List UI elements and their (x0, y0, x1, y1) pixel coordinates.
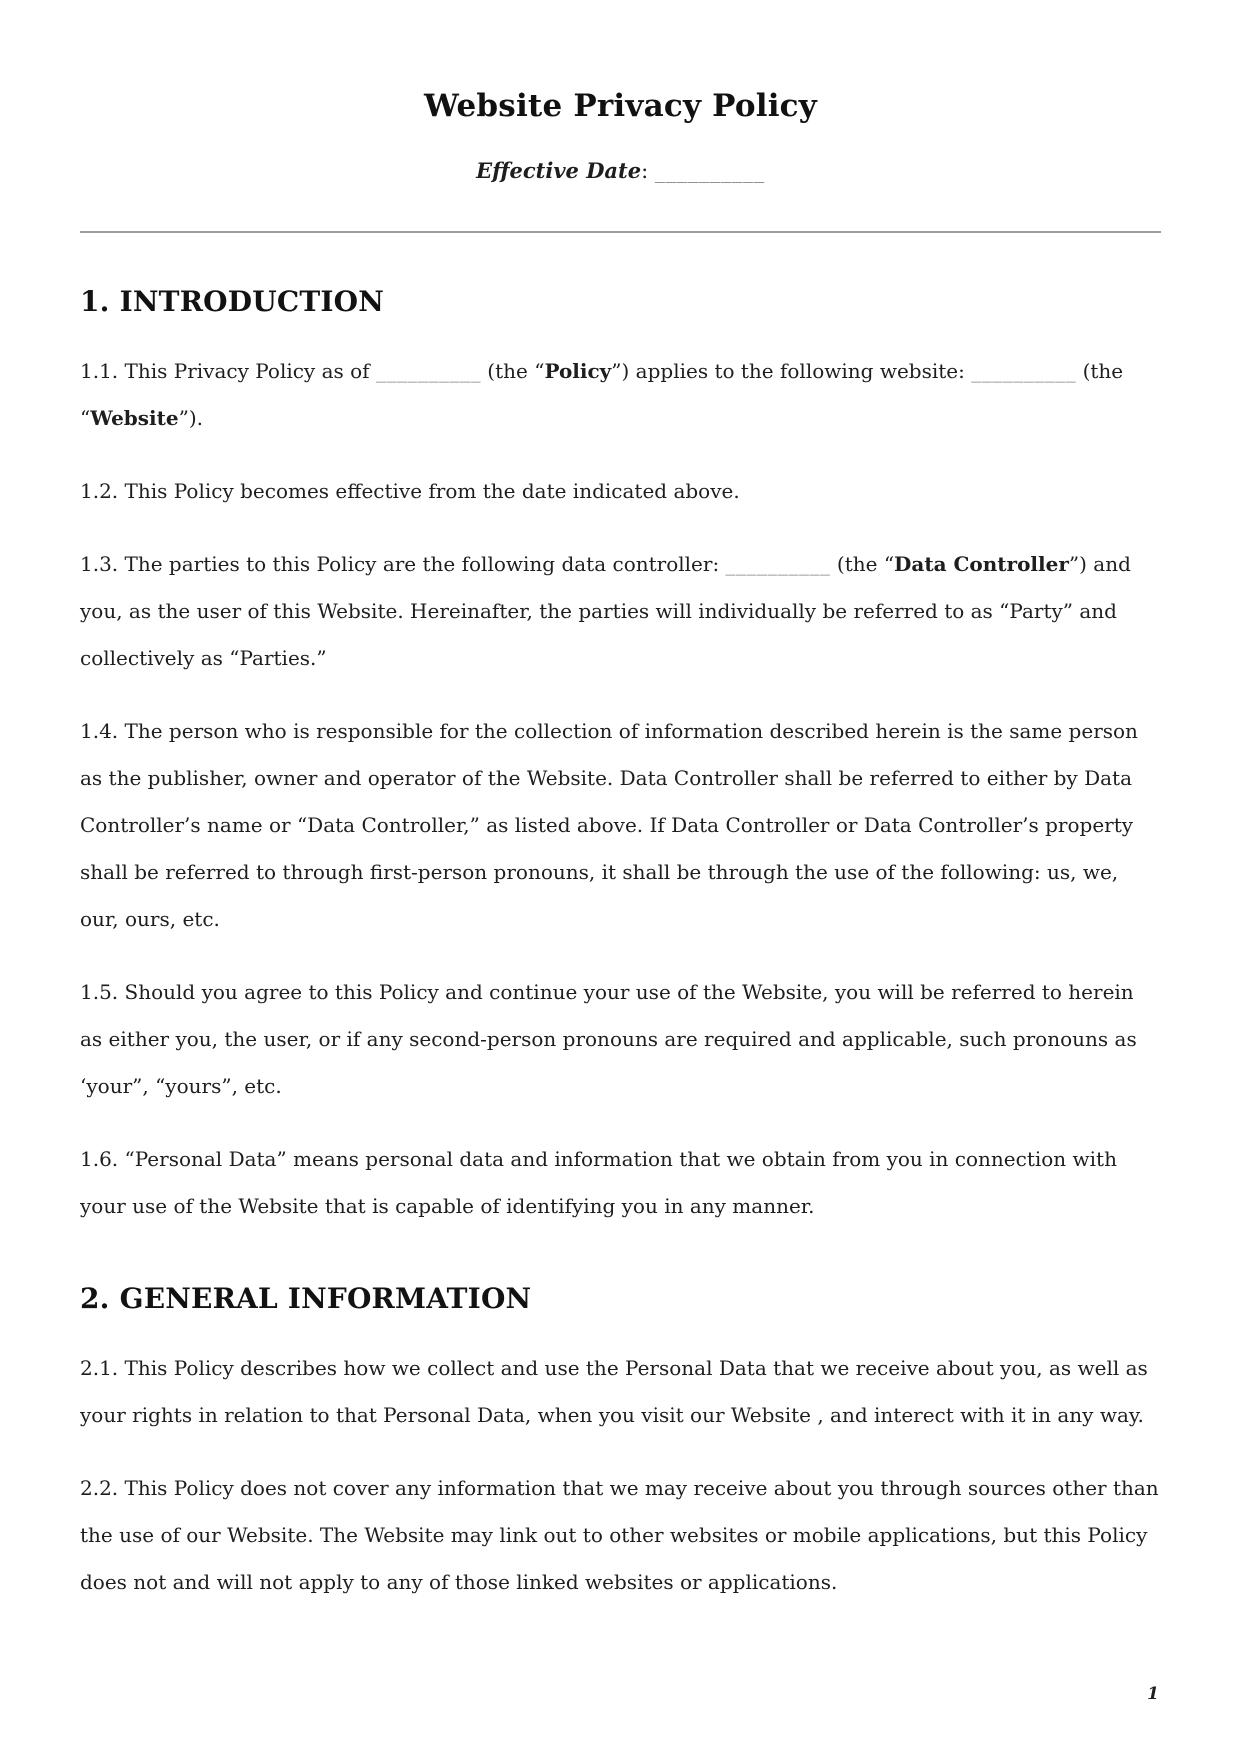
effective-date-blank: __________ (654, 159, 765, 183)
fill-in-blank: __________ (375, 359, 481, 383)
effective-date-colon: : (641, 159, 655, 183)
text-run: (the “ (480, 359, 545, 383)
page-number: 1 (1147, 1684, 1159, 1704)
paragraph-2-2 (80, 1465, 1161, 1606)
paragraph-1-3 (80, 541, 1161, 682)
text-run: 1.1. This Privacy Policy as of (80, 359, 376, 383)
text-run: Website (90, 406, 179, 430)
paragraph-2-1 (80, 1345, 1161, 1439)
text-run: ”). (178, 406, 203, 430)
fill-in-blank: __________ (725, 552, 831, 576)
effective-date-label: Effective Date (476, 158, 642, 183)
text-run: 2.2. This Policy does not cover any information that we may receive about you through sources other than the use of our Website. The Website may link out to other websites or mobile applications, but this Policy does not and will not apply to any of those linked websites or applications. (80, 1476, 1159, 1594)
divider-rule (80, 231, 1161, 233)
text-run: (the “ (830, 552, 895, 576)
text-run: ”) and you, as the user of this Website. Hereinafter, the parties will individually be referred to as “Party” and collectively as “Parties.” (80, 552, 1131, 670)
text-run: 2.1. This Policy describes how we collect and use the Personal Data that we receive about you, as well as your rights in relation to that Personal Data, when you visit our Website , and interect with it in any way. (80, 1356, 1148, 1427)
text-run: 1.6. “Personal Data” means personal data and information that we obtain from you in connection with your use of the Website that is capable of identifying you in any manner. (80, 1147, 1117, 1218)
text-run: 1.4. The person who is responsible for the collection of information described herein is the same person as the publisher, owner and operator of the Website. Data Controller shall be referred to either by Data Controller’s name or “Data Controller,” as listed above. If Data Controller or Data Controller’s property shall be referred to through first-person pronouns, it shall be through the use of the following: us, we, our, ours, etc. (80, 719, 1138, 931)
paragraph-1-4 (80, 708, 1161, 943)
paragraph-1-6 (80, 1136, 1161, 1230)
text-run: 1.2. This Policy becomes effective from the date indicated above. (80, 479, 740, 503)
fill-in-blank: __________ (971, 359, 1077, 383)
paragraph-1-1 (80, 348, 1161, 442)
effective-date-line (80, 158, 1161, 183)
paragraph-1-5 (80, 969, 1161, 1110)
page-title: Website Privacy Policy (424, 88, 817, 124)
text-run: ”) applies to the following website: (611, 359, 972, 383)
paragraph-1-2 (80, 468, 1161, 515)
text-run: 1.3. The parties to this Policy are the following data controller: (80, 552, 726, 576)
text-run: Data Controller (894, 552, 1069, 576)
section-heading-introduction: 1. INTRODUCTION (80, 285, 385, 318)
section-heading-general-information: 2. GENERAL INFORMATION (80, 1282, 532, 1315)
text-run: (the “ (80, 359, 1124, 430)
text-run: 1.5. Should you agree to this Policy and continue your use of the Website, you will be referred to herein as either you, the user, or if any second-person pronouns are required and applicable, such pronouns as ‘your”, “yours”, etc. (80, 980, 1137, 1098)
text-run: Policy (544, 359, 612, 383)
